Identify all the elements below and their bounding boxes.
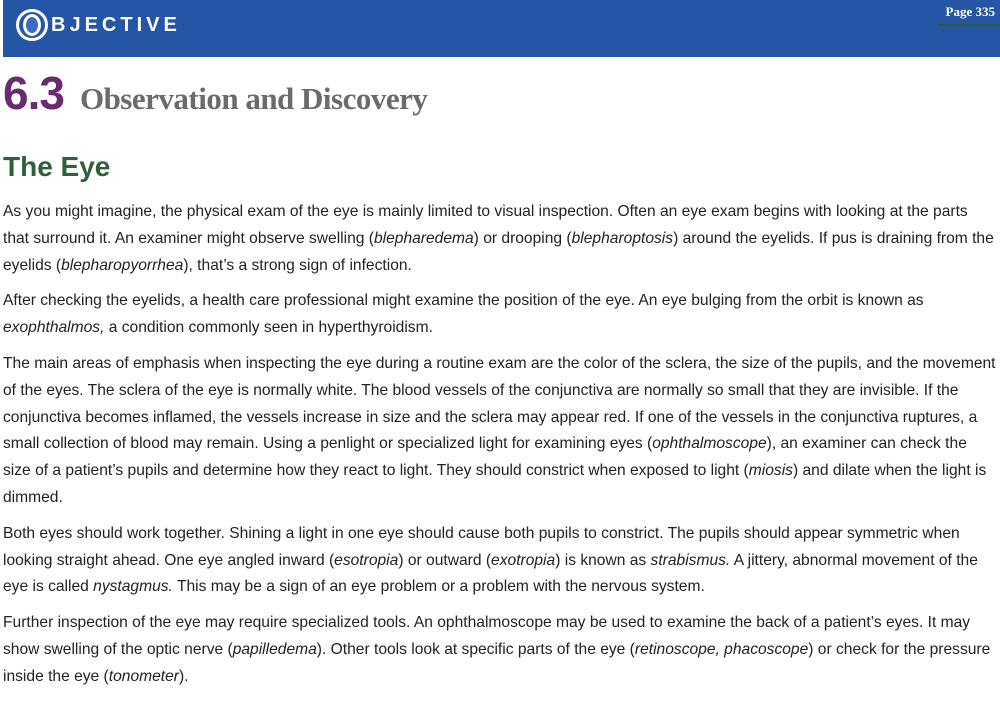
text-segment: ). Other tools look at specific parts of the eye ( [316,640,635,658]
text-segment: ) and dilate when the light is dimmed. [3,462,987,506]
section-title-text: Observation and Discovery [79,81,428,116]
text-segment: ) is known as [555,551,651,569]
italic-term: exotropia [491,551,556,569]
italic-term: papilledema [232,640,317,658]
text-segment: ), an examiner can check the size of a patient’s pupils and determine how they react to light. They should constrict when exposed to light ( [3,435,967,480]
page-number: Page 335 [945,4,995,19]
text-segment: Both eyes should work together. Shining a light in one eye should cause both pupils to constrict. The pupils should appear symmetric when looking straight ahead. One eye angled inward ( [3,524,960,569]
text-segment: Further inspection of the eye may require specialized tools. An ophthalmoscope may be used to examine the back of a patient’s eyes. It may show swelling of the optic nerve ( [3,614,971,658]
text-segment: As you might imagine, the physical exam of the eye is mainly limited to visual inspection. Often an eye exam begins with looking at the parts that surround it. An examiner might observe swelling ( [3,203,968,247]
paragraph [3,288,998,342]
text-segment: After checking the eyelids, a health care professional might examine the position of the eye. An eye bulging from the orbit is known as [3,292,924,310]
logo-text: BJECTIVE [51,13,181,36]
italic-term: strabismus. [650,551,731,569]
paragraph [3,610,998,690]
text-segment: ), that’s a strong sign of infection. [183,256,412,274]
text-segment: ) around the eyelids. If pus is draining from the eyelids ( [3,229,994,274]
italic-term: ophthalmoscope [652,435,767,453]
text-segment: This may be a sign of an eye problem or a problem with the nervous system. [172,578,705,596]
italic-term: blepharedema [373,229,474,247]
paragraph [3,199,998,279]
italic-term: tonometer [108,667,179,685]
italic-term: esotropia [334,551,399,569]
italic-term: miosis [748,462,793,480]
text-segment: ) or drooping ( [473,229,572,247]
italic-term: blepharopyorrhea [61,256,184,274]
section-title [3,66,427,120]
page-underline [938,24,1000,26]
italic-term: nystagmus. [93,578,173,596]
italic-term: blepharoptosis [571,229,674,247]
header-bar [3,0,1000,57]
section-number: 6.3 [3,67,64,119]
text-segment: a condition commonly seen in hyperthyroidism. [104,319,433,337]
body-text [3,199,998,700]
text-segment: ). [178,667,189,685]
logo-o-icon [16,9,48,41]
paragraph [3,351,998,512]
text-segment: The main areas of emphasis when inspecting the eye during a routine exam are the color of the sclera, the size of the pupils, and the movement of the eyes. The sclera of the eye is normally white. The blood vessels of the conjunctiva are normally so small that they are invisible. If the conjunctiva becomes inflamed, the vessels increase in size and the sclera may appear red. If one of the vessels in the conjunctiva ruptures, a small collection of blood may remain. Using a penlight or specialized light for examining eyes ( [3,354,996,453]
paragraph [3,521,998,601]
italic-term: retinoscope, phacoscope [634,640,809,658]
subheading: The Eye [3,151,111,182]
text-segment: ) or check for the pressure inside the eye ( [3,640,991,685]
italic-term: exophthalmos, [3,319,105,337]
objective-logo [16,9,181,41]
text-segment: ) or outward ( [398,551,492,569]
text-segment: A jittery, abnormal movement of the eye is called [3,551,978,596]
